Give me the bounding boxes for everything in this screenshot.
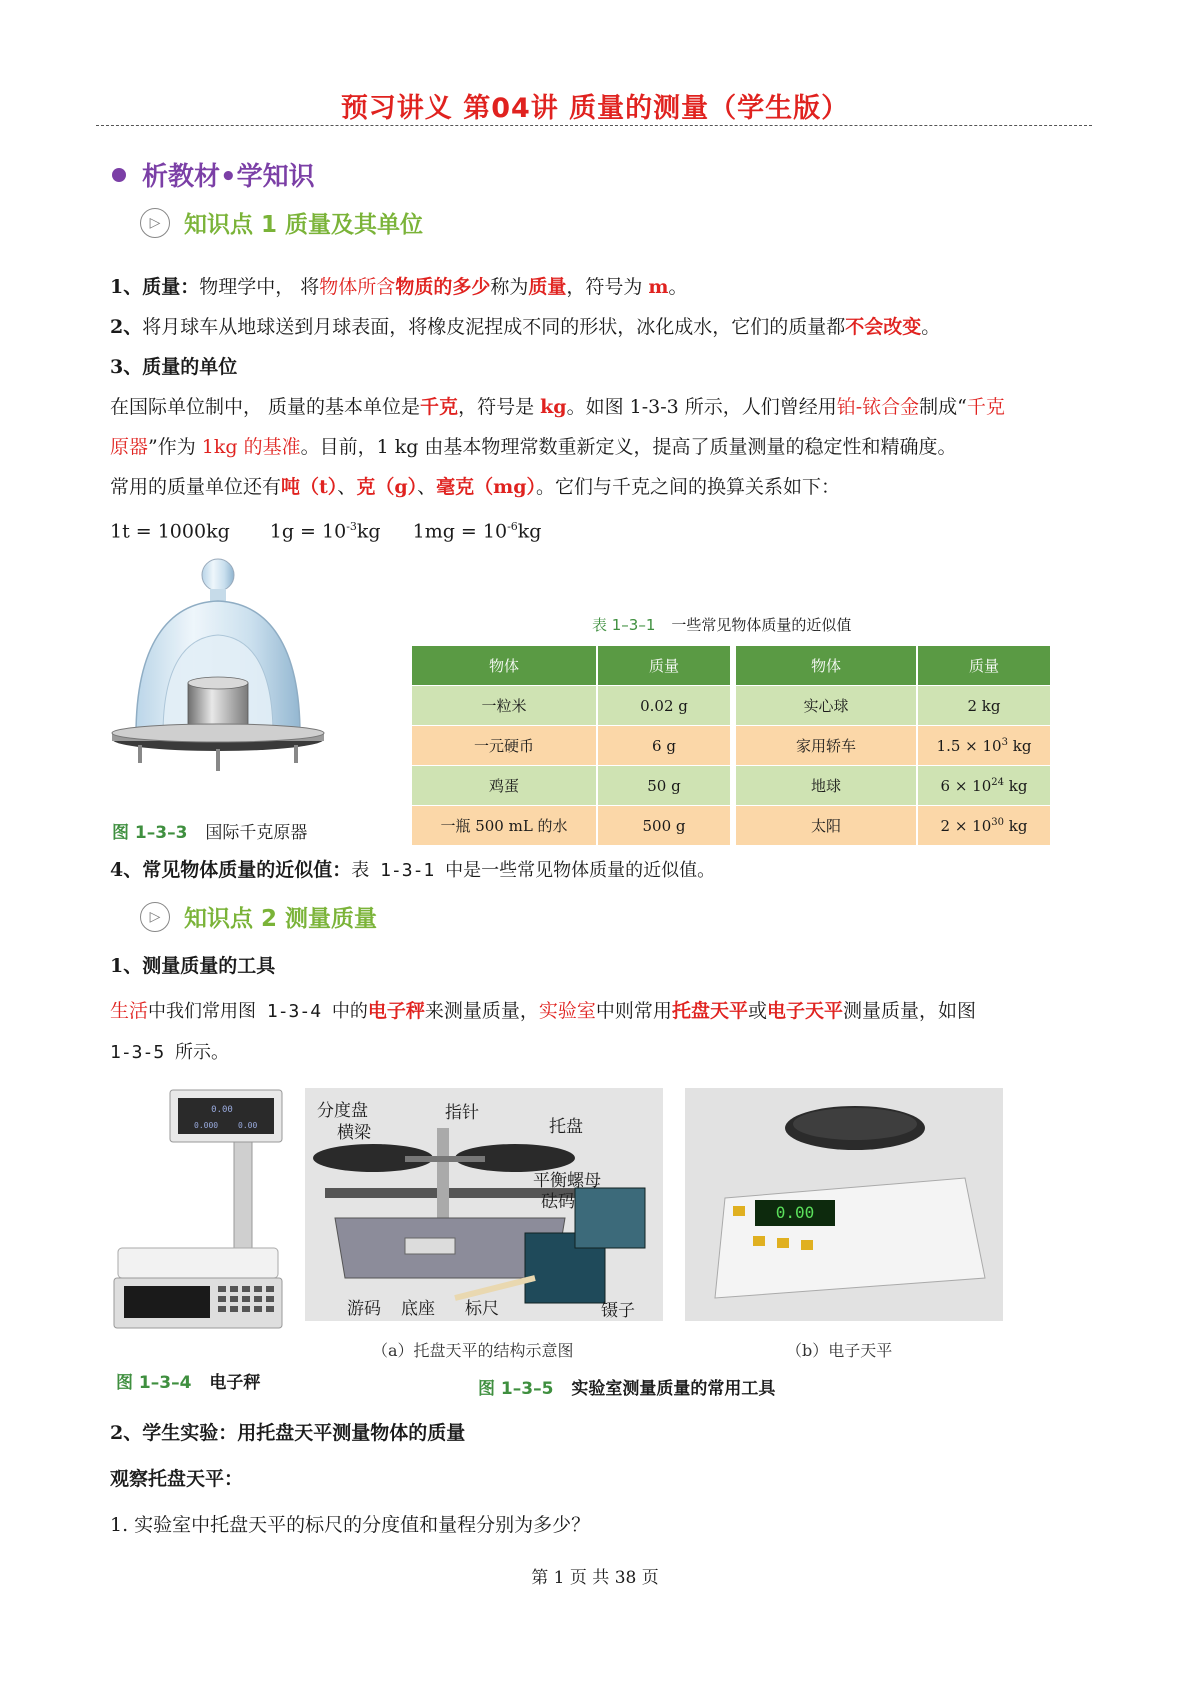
page-footer: 第 1 页 共 38 页 — [531, 1568, 659, 1588]
knowledge-point-1-heading: ▷ 知识点 1 质量及其单位 — [140, 206, 423, 239]
section-header — [112, 156, 315, 193]
label-dial: 分度盘 — [317, 1101, 368, 1121]
paragraph-observe: 观察托盘天平： — [110, 1468, 244, 1490]
paragraph-common-units: 常用的质量单位还有吨（t）、克（g）、毫克（mg）。它们与千克之间的换算关系如下： — [110, 476, 841, 498]
figure-1-3-4-caption: 图 1–3–4 电子秤 — [116, 1373, 261, 1393]
subfigure-b-caption: （b）电子天平 — [786, 1341, 893, 1360]
paragraph-mass-definition: 1、质量：物理学中， 将物体所含物质的多少称为质量，符号为 m。 — [110, 276, 688, 298]
label-beam: 横梁 — [337, 1123, 371, 1143]
mass-table — [410, 646, 1052, 846]
table-row: 鸡蛋 50 g 地球 $6 \times 10^{24}$ kg — [412, 766, 1050, 806]
electronic-scale-image — [110, 1088, 290, 1338]
paragraph-units-heading: 3、质量的单位 — [110, 356, 238, 378]
label-tweezers: 镊子 — [601, 1301, 635, 1321]
table-header-row: 物体 质量 物体 质量 — [412, 646, 1050, 686]
section-title: 析教材•学知识 — [142, 162, 315, 192]
label-base: 底座 — [401, 1299, 435, 1319]
label-balance-nut: 平衡螺母 — [533, 1171, 601, 1191]
figure-1-3-3-caption: 图 1–3–3 国际千克原器 — [112, 823, 308, 843]
play-arrow-icon: ▷ — [140, 208, 170, 238]
table-row: 一瓶 500 mL 的水 500 g 太阳 $2 \times 10^{30}$ kg — [412, 806, 1050, 846]
table-row: 一元硬币 6 g 家用轿车 $1.5 \times 10^3$ kg — [412, 726, 1050, 766]
balance-display: 0.00 — [775, 1203, 815, 1222]
label-scale: 标尺 — [465, 1299, 499, 1319]
scale-display-b: 0.00 — [238, 1121, 258, 1130]
label-rider: 游码 — [347, 1299, 381, 1319]
scale-display-top: 0.00 — [211, 1105, 233, 1115]
paragraph-experiment-heading: 2、学生实验：用托盘天平测量物体的质量 — [110, 1422, 466, 1444]
scale-display-a: 0.000 — [194, 1121, 219, 1130]
label-pointer: 指针 — [445, 1103, 479, 1123]
figure-1-3-5-caption: 图 1–3–5 实验室测量质量的常用工具 — [478, 1379, 776, 1399]
kilogram-prototype-image — [108, 555, 328, 805]
paragraph-si-unit: 在国际单位制中， 质量的基本单位是千克，符号是 kg。如图 1-3-3 所示，人们曾经用铂-铱合金制成“千克 — [110, 396, 1005, 418]
paragraph-mass-invariance: 2、将月球车从地球送到月球表面，将橡皮泥捏成不同的形状，冰化成水，它们的质量都不会改变。 — [110, 316, 941, 338]
label-weights: 砝码 — [541, 1192, 575, 1212]
electronic-balance-image — [685, 1088, 1003, 1321]
paragraph-tools-cont: 1-3-5 所示。 — [110, 1042, 230, 1063]
title-divider — [96, 125, 1092, 126]
label-pan: 托盘 — [549, 1117, 583, 1137]
page-title: 预习讲义 第04讲 质量的测量（学生版） — [340, 93, 850, 124]
bullet-dot-icon — [112, 168, 126, 182]
paragraph-tools: 生活中我们常用图 1-3-4 中的电子秤来测量质量，实验室中则常用托盘天平或电子天平测量质量，如图 — [110, 1000, 976, 1022]
unit-conversions: 1t = 1000kg $1g = 10^{-3}kg$ $1mg = 10^{-6}kg$ — [110, 520, 542, 543]
table-row: 一粒米 0.02 g 实心球 2 kg — [412, 686, 1050, 726]
subfigure-a-caption: （a）托盘天平的结构示意图 — [372, 1341, 574, 1360]
play-arrow-icon: ▷ — [140, 902, 170, 932]
pan-balance-image — [305, 1088, 663, 1321]
paragraph-question-1: 1. 实验室中托盘天平的标尺的分度值和量程分别为多少？ — [110, 1514, 591, 1536]
paragraph-tools-heading: 1、测量质量的工具 — [110, 955, 276, 977]
paragraph-approx-values: 4、常见物体质量的近似值：表 1-3-1 中是一些常见物体质量的近似值。 — [110, 859, 716, 881]
knowledge-point-2-heading: ▷ 知识点 2 测量质量 — [140, 900, 377, 933]
table-caption: 表 1–3–1 一些常见物体质量的近似值 — [592, 616, 852, 634]
paragraph-si-unit-cont: 原器”作为 1kg 的基准。目前，1 kg 由基本物理常数重新定义，提高了质量测量的稳定性和精确度。 — [110, 436, 957, 458]
